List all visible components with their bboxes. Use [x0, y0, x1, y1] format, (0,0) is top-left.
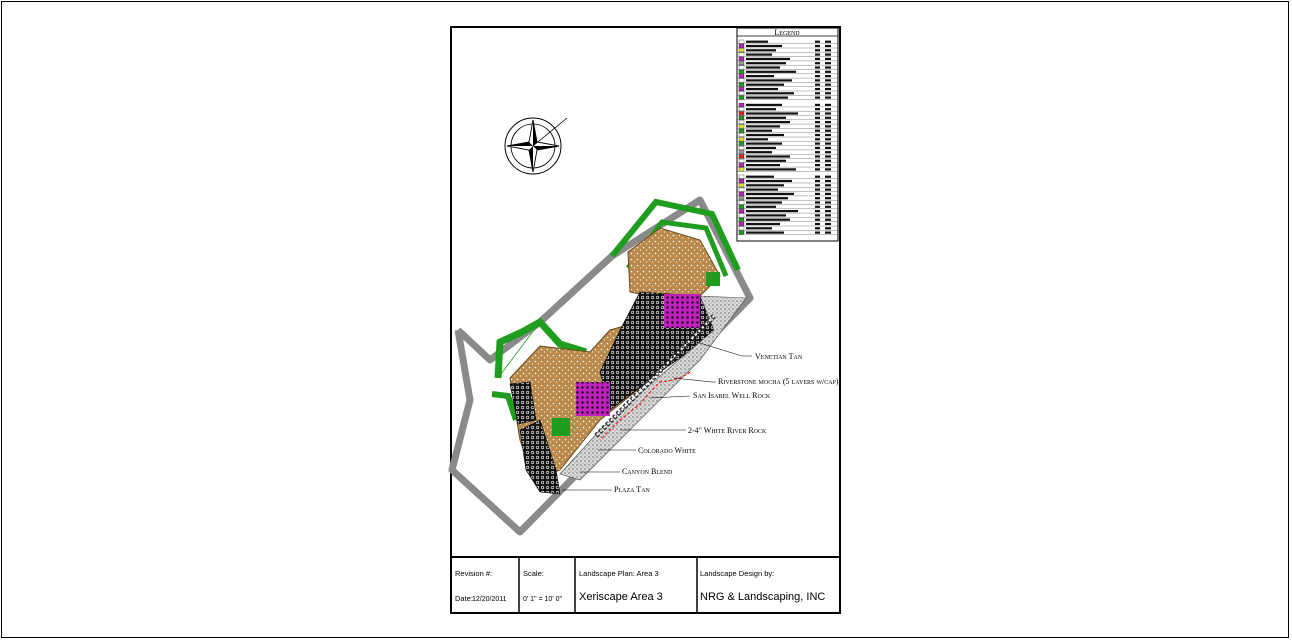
designer-label: Landscape Design by: [700, 569, 775, 578]
revision-label: Revision #: [455, 569, 493, 578]
scale-label: Scale: [523, 569, 544, 578]
callout-riverstone-mocha: Riverstone mocha (5 layers w/cap) [718, 377, 839, 386]
callout-venetian-tan: Venetian Tan [755, 352, 803, 361]
scale-value: 0' 1" = 10' 0" [523, 596, 562, 603]
legend-title: Legend [774, 28, 800, 37]
date-value: 12/20/2011 [472, 596, 507, 603]
plan-label: Landscape Plan: Area 3 [579, 569, 659, 578]
legend [737, 28, 838, 241]
callout-san-isabel-well-rock: San Isabel Well Rock [693, 391, 771, 400]
callout-plaza-tan: Plaza Tan [614, 485, 650, 494]
callout-canyon-blend: Canyon Blend [622, 467, 673, 476]
date-label: Date: [455, 594, 473, 603]
plan-name: Xeriscape Area 3 [579, 591, 663, 603]
callout-white-river-rock: 2-4" White River Rock [688, 426, 767, 435]
designer-name: NRG & Landscaping, INC [700, 591, 826, 603]
callout-colorado-white: Colorado White [638, 446, 696, 455]
